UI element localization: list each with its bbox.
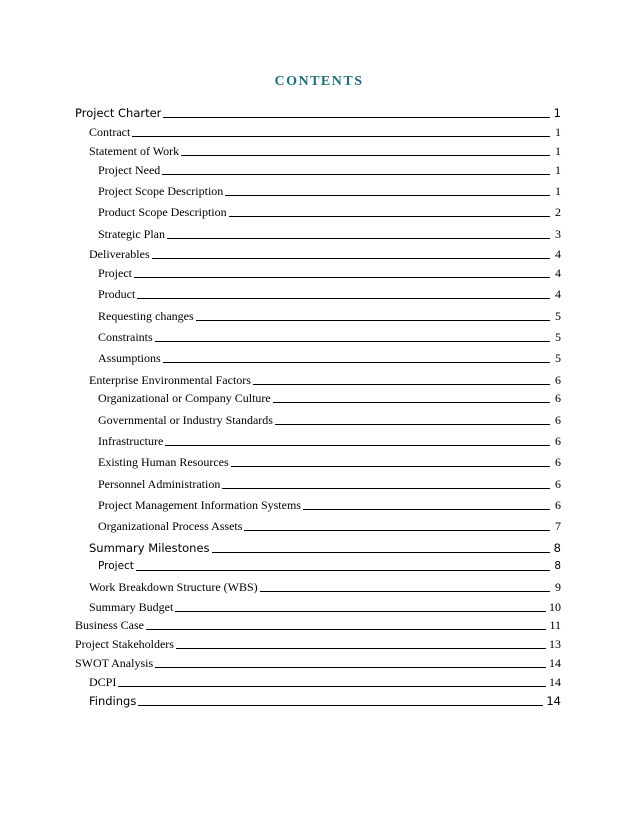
toc-leader-line bbox=[165, 445, 550, 446]
toc-entry-label: Project Management Information Systems bbox=[98, 498, 301, 512]
toc-leader-line bbox=[212, 552, 550, 553]
toc-entry-label: Existing Human Resources bbox=[98, 455, 229, 469]
toc-entry-assumptions[interactable] bbox=[75, 349, 561, 365]
toc-entry-page: 1 bbox=[555, 163, 561, 177]
toc-entry-summary-milestones[interactable] bbox=[75, 539, 561, 555]
toc-entry-label: DCPI bbox=[89, 675, 117, 689]
toc-leader-line bbox=[181, 155, 550, 156]
toc-entry-statement-of-work[interactable] bbox=[75, 142, 561, 158]
toc-entry-label: Strategic Plan bbox=[98, 227, 165, 241]
toc-entry-page: 6 bbox=[555, 498, 561, 512]
toc-entry-label: Project bbox=[98, 266, 132, 280]
toc-leader-line bbox=[118, 686, 546, 687]
toc-leader-line bbox=[132, 136, 550, 137]
toc-entry-page: 6 bbox=[555, 373, 561, 387]
toc-entry-findings[interactable] bbox=[75, 692, 561, 708]
toc-entry-organizational-culture[interactable] bbox=[75, 389, 561, 405]
toc-entry-label: Project Charter bbox=[75, 106, 162, 120]
toc-entry-label: Project Stakeholders bbox=[75, 637, 174, 651]
toc-leader-line bbox=[138, 705, 543, 706]
toc-heading: CONTENTS bbox=[274, 74, 364, 89]
toc-entry-page: 14 bbox=[549, 675, 561, 689]
toc-entry-page: 5 bbox=[555, 351, 561, 365]
toc-entry-page: 8 bbox=[554, 560, 561, 572]
toc-entry-label: Project Need bbox=[98, 163, 161, 177]
toc-entry-label: Organizational or Company Culture bbox=[98, 391, 271, 405]
toc-entry-enterprise-environmental-factors[interactable] bbox=[75, 371, 561, 387]
toc-entry-label: Personnel Administration bbox=[98, 477, 221, 491]
toc-entry-label: Requesting changes bbox=[98, 309, 194, 323]
toc-entry-project-2[interactable] bbox=[75, 557, 561, 573]
toc-entry-page: 6 bbox=[555, 391, 561, 405]
toc-entry-label: SWOT Analysis bbox=[75, 656, 154, 670]
toc-entry-label: Statement of Work bbox=[89, 144, 180, 158]
toc-leader-line bbox=[225, 195, 550, 196]
toc-entry-page: 5 bbox=[555, 330, 561, 344]
toc-entry-page: 6 bbox=[555, 413, 561, 427]
toc-entry-label: Findings bbox=[89, 694, 137, 708]
toc-leader-line bbox=[176, 648, 546, 649]
toc-leader-line bbox=[303, 509, 550, 510]
toc-leader-line bbox=[167, 238, 550, 239]
toc-entry-label: Constraints bbox=[98, 330, 153, 344]
toc-entry-project[interactable] bbox=[75, 264, 561, 280]
toc-entry-product[interactable] bbox=[75, 285, 561, 301]
toc-entry-requesting-changes[interactable] bbox=[75, 307, 561, 323]
toc-entry-wbs[interactable] bbox=[75, 578, 561, 594]
toc-entry-page: 6 bbox=[555, 477, 561, 491]
toc-entry-page: 9 bbox=[555, 580, 561, 594]
toc-entry-page: 14 bbox=[549, 656, 561, 670]
toc-leader-line bbox=[162, 174, 550, 175]
toc-entry-organizational-process-assets[interactable] bbox=[75, 517, 561, 533]
toc-entry-infrastructure[interactable] bbox=[75, 432, 561, 448]
toc-entry-contract[interactable] bbox=[75, 123, 561, 139]
toc-leader-line bbox=[229, 216, 550, 217]
toc-entry-page: 6 bbox=[555, 434, 561, 448]
toc-entry-page: 4 bbox=[555, 247, 561, 261]
toc-entry-page: 3 bbox=[555, 227, 561, 241]
toc-leader-line bbox=[155, 341, 550, 342]
toc-leader-line bbox=[244, 530, 550, 531]
toc-entry-page: 11 bbox=[549, 618, 561, 632]
toc-entry-label: Project Scope Description bbox=[98, 184, 224, 198]
toc-entry-page: 13 bbox=[549, 637, 561, 651]
toc-entry-project-scope-description[interactable] bbox=[75, 182, 561, 198]
toc-leader-line bbox=[260, 591, 550, 592]
toc-entry-strategic-plan[interactable] bbox=[75, 225, 561, 241]
toc-entry-swot-analysis[interactable] bbox=[75, 654, 561, 670]
toc-entry-page: 1 bbox=[555, 125, 561, 139]
toc-leader-line bbox=[196, 320, 550, 321]
toc-entry-label: Business Case bbox=[75, 618, 144, 632]
toc-entry-existing-human-resources[interactable] bbox=[75, 453, 561, 469]
toc-entry-page: 4 bbox=[555, 266, 561, 280]
toc-entry-page: 4 bbox=[555, 287, 561, 301]
toc-leader-line bbox=[175, 611, 546, 612]
toc-entry-page: 7 bbox=[555, 519, 561, 533]
toc-entry-page: 8 bbox=[553, 541, 561, 555]
toc-entry-governmental-standards[interactable] bbox=[75, 411, 561, 427]
toc-leader-line bbox=[163, 117, 550, 118]
toc-entry-page: 1 bbox=[553, 106, 561, 120]
toc-entry-label: Product Scope Description bbox=[98, 205, 227, 219]
toc-entry-label: Assumptions bbox=[98, 351, 161, 365]
toc-leader-line bbox=[136, 570, 550, 571]
toc-entry-product-scope-description[interactable] bbox=[75, 203, 561, 219]
toc-leader-line bbox=[253, 384, 550, 385]
toc-entry-label: Infrastructure bbox=[98, 434, 164, 448]
toc-entry-page: 5 bbox=[555, 309, 561, 323]
toc-leader-line bbox=[163, 362, 550, 363]
toc-entry-label: Work Breakdown Structure (WBS) bbox=[89, 580, 258, 594]
toc-entry-label: Deliverables bbox=[89, 247, 150, 261]
toc-entry-label: Contract bbox=[89, 125, 131, 139]
toc-leader-line bbox=[146, 629, 546, 630]
toc-leader-line bbox=[231, 466, 550, 467]
toc-entry-personnel-administration[interactable] bbox=[75, 475, 561, 491]
toc-leader-line bbox=[222, 488, 550, 489]
toc-entry-pmis[interactable] bbox=[75, 496, 561, 512]
toc-entry-page: 14 bbox=[546, 694, 561, 708]
toc-entry-business-case[interactable] bbox=[75, 616, 561, 632]
toc-entry-summary-budget[interactable] bbox=[75, 598, 561, 614]
toc-entry-page: 10 bbox=[549, 600, 561, 614]
toc-entry-label: Organizational Process Assets bbox=[98, 519, 243, 533]
toc-leader-line bbox=[273, 402, 550, 403]
toc-entry-label: Governmental or Industry Standards bbox=[98, 413, 273, 427]
toc-entry-label: Project bbox=[98, 560, 134, 572]
toc-entry-label: Enterprise Environmental Factors bbox=[89, 373, 251, 387]
toc-entry-page: 1 bbox=[555, 144, 561, 158]
toc-leader-line bbox=[137, 298, 550, 299]
toc-leader-line bbox=[152, 258, 550, 259]
toc-entry-constraints[interactable] bbox=[75, 328, 561, 344]
toc-entry-project-charter[interactable] bbox=[75, 104, 561, 120]
toc-entry-page: 6 bbox=[555, 455, 561, 469]
toc-entry-page: 2 bbox=[555, 205, 561, 219]
toc-leader-line bbox=[134, 277, 550, 278]
toc-entry-project-need[interactable] bbox=[75, 161, 561, 177]
toc-entry-project-stakeholders[interactable] bbox=[75, 635, 561, 651]
toc-entry-page: 1 bbox=[555, 184, 561, 198]
toc-entry-dcpi[interactable] bbox=[75, 673, 561, 689]
toc-entry-label: Summary Milestones bbox=[89, 541, 210, 555]
toc-entry-label: Product bbox=[98, 287, 136, 301]
toc-entry-deliverables[interactable] bbox=[75, 245, 561, 261]
toc-leader-line bbox=[275, 424, 550, 425]
toc-leader-line bbox=[155, 667, 546, 668]
toc-entry-label: Summary Budget bbox=[89, 600, 174, 614]
